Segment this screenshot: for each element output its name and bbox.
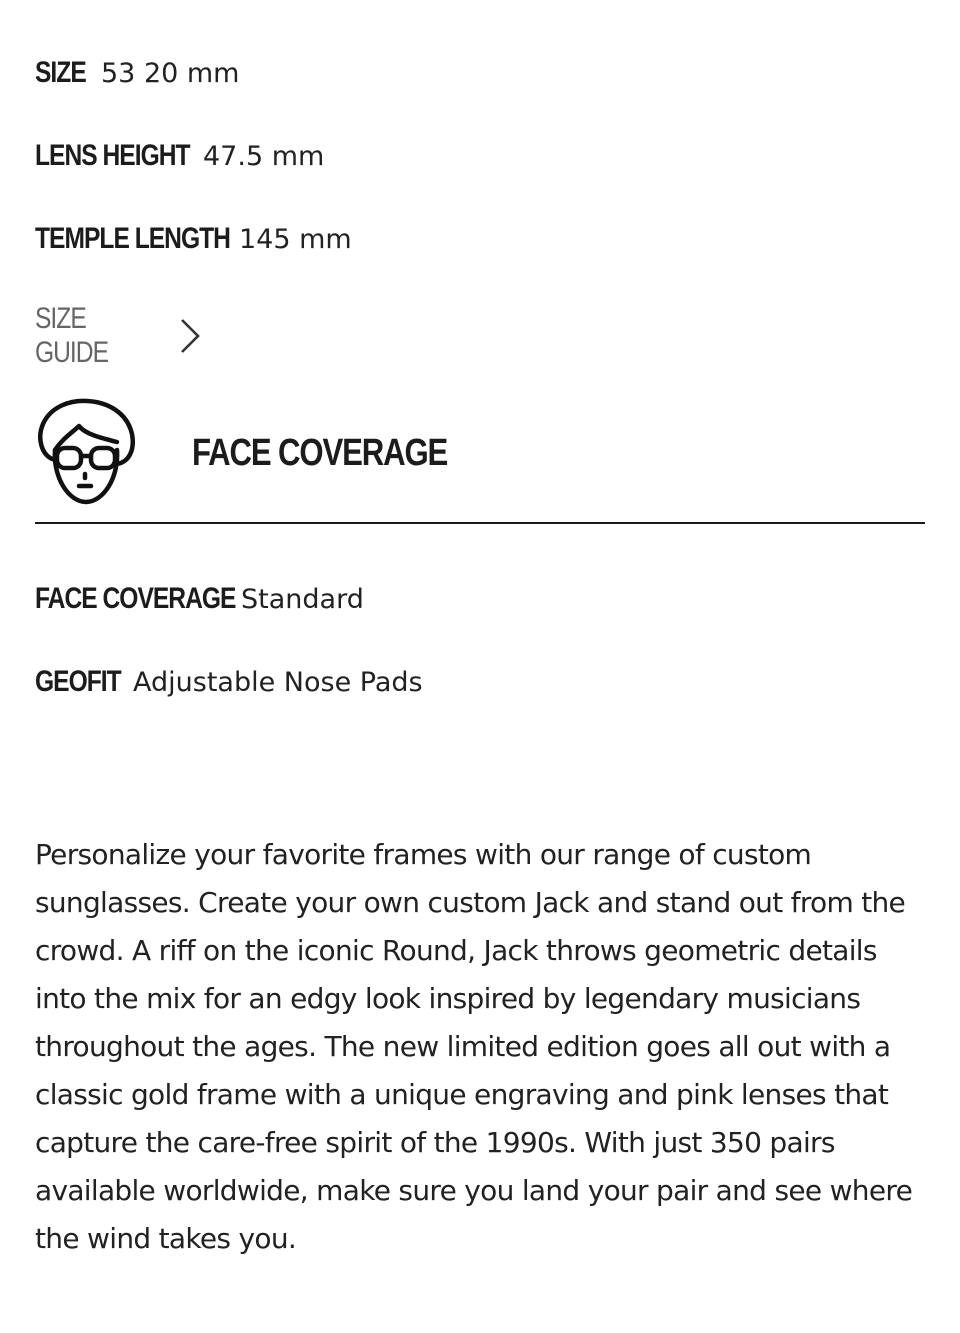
face-with-glasses-icon — [35, 398, 137, 508]
face-coverage-title: FACE COVERAGE — [192, 432, 448, 474]
spec-size-value: 53 20 mm — [101, 58, 240, 89]
spec-temple-length — [35, 222, 352, 256]
chevron-right-icon — [177, 316, 203, 356]
spec-geofit-label: GEOFIT — [35, 665, 121, 698]
size-guide-link[interactable] — [35, 302, 203, 370]
face-coverage-section-header — [35, 398, 925, 524]
product-description: Personalize your favorite frames with our range of custom sunglasses. Create your own custom Jack and stand out from the crowd. A riff on the iconic Round, Jack throws geometric details into the mix for an edgy look inspired by legendary musicians throughout the ages. The new limited edition goes all out with a classic gold frame with a unique engraving and pink lenses that capture the care-free spirit of the 1990s. With just 350 pairs available worldwide, make sure you land your pair and see where the wind takes you. — [35, 838, 913, 1255]
spec-lens-height-value: 47.5 mm — [203, 141, 325, 172]
spec-lens-height-label: LENS HEIGHT — [35, 139, 190, 172]
spec-face-coverage-label: FACE COVERAGE — [35, 582, 236, 615]
spec-temple-length-value: 145 mm — [239, 224, 352, 255]
spec-lens-height — [35, 139, 324, 173]
spec-geofit-value: Adjustable Nose Pads — [133, 667, 423, 698]
spec-size-label: SIZE — [35, 56, 86, 89]
spec-size — [35, 56, 239, 90]
size-guide-label: SIZE GUIDE — [35, 302, 108, 369]
spec-face-coverage — [35, 582, 364, 616]
spec-temple-length-label: TEMPLE LENGTH — [35, 222, 230, 255]
spec-face-coverage-value: Standard — [241, 584, 364, 615]
spec-geofit — [35, 665, 423, 699]
